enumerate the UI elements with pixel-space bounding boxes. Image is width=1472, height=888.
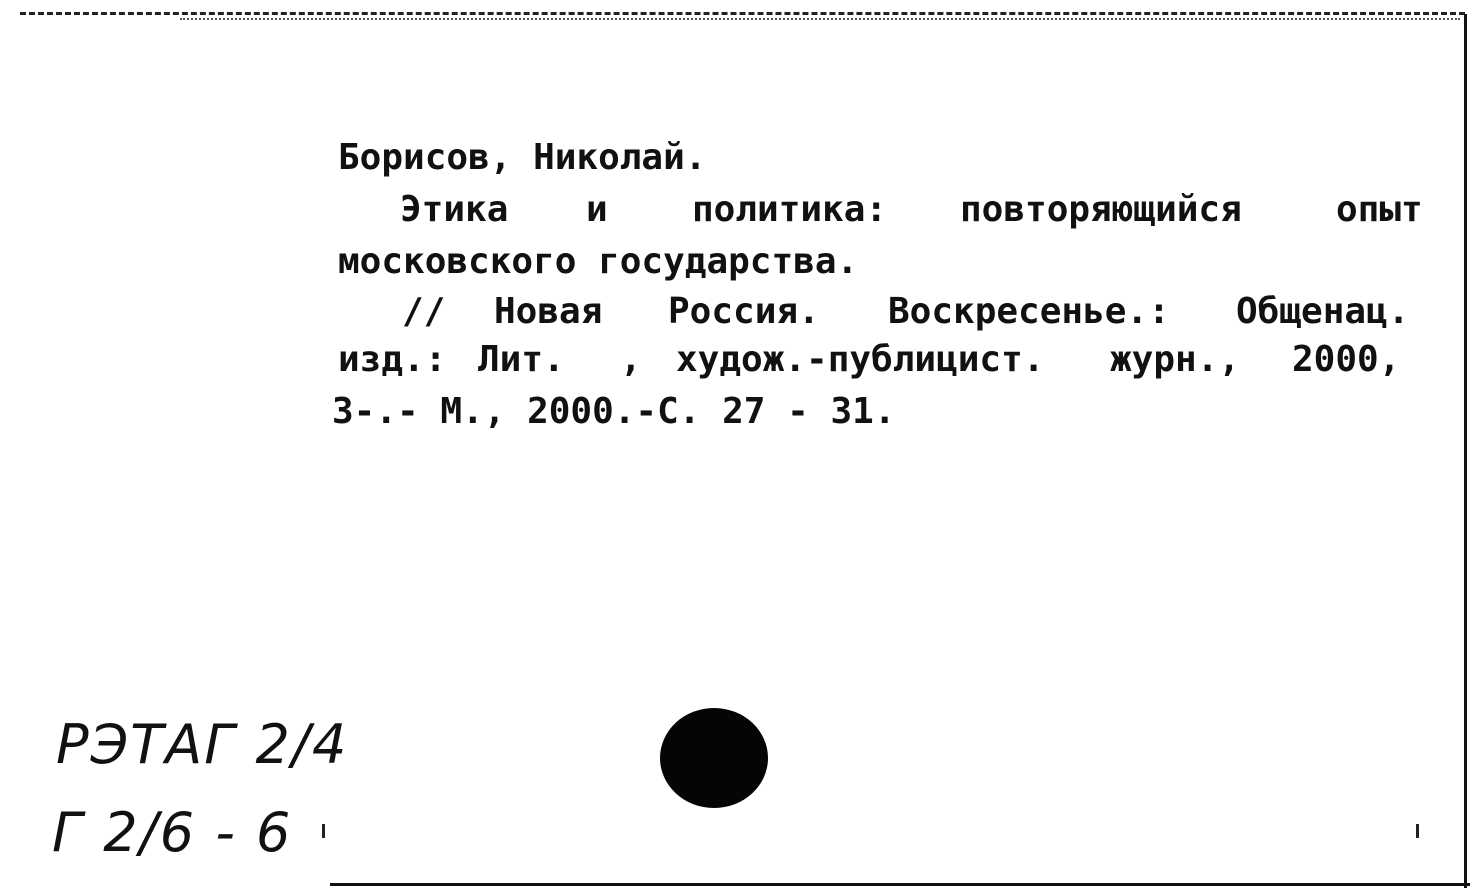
card-author: Борисов, Николай. [338,137,707,178]
scan-mark-right [1416,824,1419,838]
source-word-1: // [402,291,446,332]
shelfmark-line-2: Г 2/6 - 6 [52,801,293,864]
source2-word-2: Лит. [478,339,565,380]
source-word-2: Новая [494,291,603,332]
title-word-3: политика: [692,189,888,230]
punch-hole [660,708,768,808]
title-line-2: московского государства. [338,241,859,282]
title-word-4: повторяющийся [960,189,1242,230]
source2-word-6: 2000, [1292,339,1401,380]
source2-word-4: худож.-публицист. [676,339,1045,380]
card-bottom-edge [330,883,1470,886]
card-right-edge [1464,14,1467,888]
title-word-5: опыт [1336,189,1423,230]
source-line-3: 3-.- М., 2000.-С. 27 - 31. [332,391,896,432]
source-word-3: Россия. [668,291,820,332]
card-top-edge-shadow [180,18,1460,20]
title-word-1: Этика [400,189,509,230]
source-word-4: Воскресенье.: [888,291,1170,332]
source-word-5: Общенац. [1236,291,1410,332]
card-top-edge [20,12,1465,15]
source2-word-1: изд.: [338,339,447,380]
title-word-2: и [586,189,608,230]
source2-word-3: , [620,339,642,380]
scan-mark-left [322,824,325,838]
shelfmark-line-1: РЭТАГ 2/4 [56,713,349,776]
source2-word-5: журн., [1110,339,1241,380]
